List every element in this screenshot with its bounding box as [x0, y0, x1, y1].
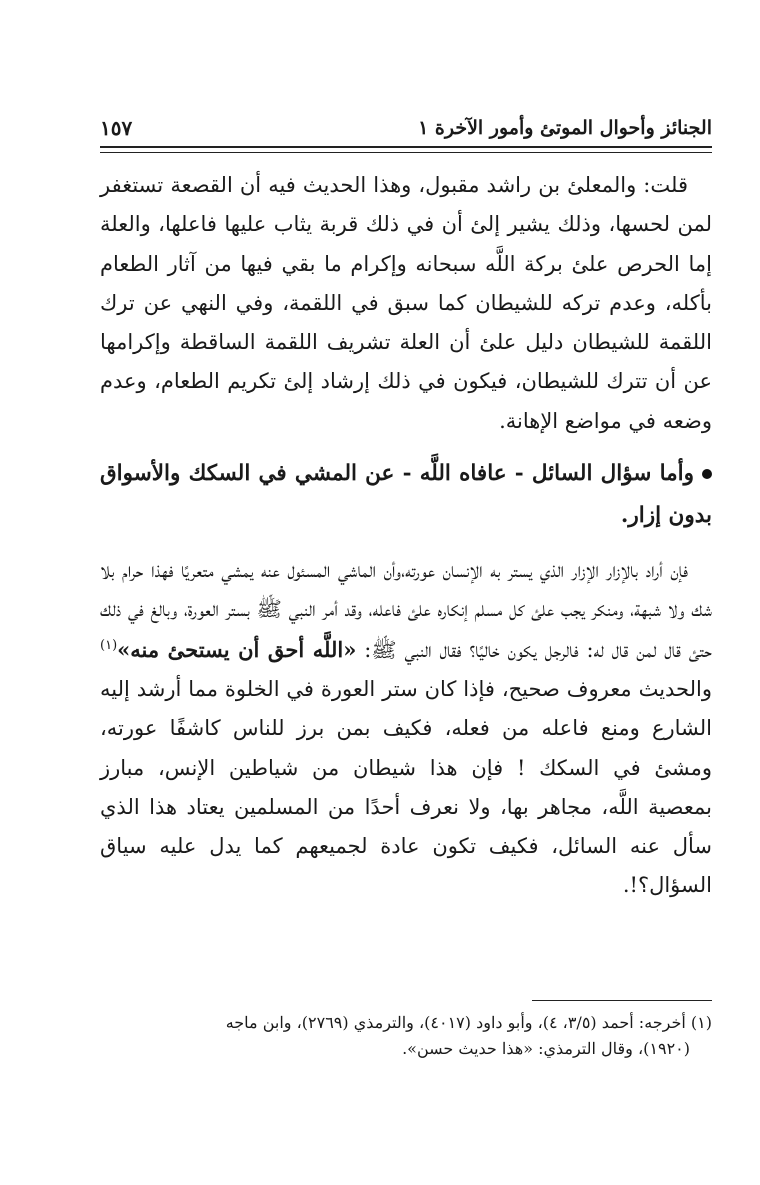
header-rule-thin	[100, 152, 712, 153]
running-header	[100, 110, 712, 146]
page-number: ١٥٧	[100, 116, 133, 140]
answer-paragraph	[100, 551, 712, 906]
footnote-line-1: (١) أخرجه: أحمد (٣/٥، ٤)، وأبو داود (٤٠١٧)، والترمذي (٢٧٦٩)، وابن ماجه	[225, 1013, 712, 1032]
footnote	[100, 1010, 712, 1062]
intro-paragraph: قلت: والمعلئ بن راشد مقبول، وهذا الحديث فيه أن القصعة تستغفر لمن لحسها، وذلك يشير إلئ أن في ذلك قربة يثاب عليها فاعلها، والعلة إما الحرص علئ بركة اللَّه سبحانه وإكرام ما بقي فيها من آثار الطعام بأكله، وعدم تركه للشيطان كما سبق في اللقمة، وفي النهي عن ترك اللقمة للشيطان دليل علئ أن العلة تشريف اللقمة الساقطة وإكرامها عن أن تترك للشيطان، فيكون في ذلك إرشاد إلئ تكريم الطعام، وعدم وضعه في مواضع الإهانة.	[100, 173, 712, 433]
footnote-line-2: (١٩٢٠)، وقال الترمذي: «هذا حديث حسن».	[402, 1039, 690, 1058]
main-text	[100, 166, 712, 906]
bullet-icon	[702, 469, 712, 479]
question-text: وأما سؤال السائل - عافاه اللَّه - عن المشي في السكك والأسواق بدون إزار.	[100, 461, 712, 529]
footnote-marker: (١)	[100, 637, 118, 653]
hadith-quote: «اللَّه أحق أن يستحئ منه»	[117, 636, 357, 662]
running-header-title: الجنائز وأحوال الموتئ وأمور الآخرة ١	[418, 117, 712, 139]
footnote-rule	[532, 1000, 712, 1001]
answer-part-1: فإن أراد بالإزار الإزار الذي يستر به الإنسان عورته،وأن الماشي المسئول عنه يمشي متعريًا فهذا حرام بلا شك ولا شبهة، ومنكر يجب علئ كل مسلم إنكاره علئ فاعله، وقد أمر النبي ﷺ بستر العورة، وبالغ في ذلك حتئ قال لمن قال له: فالرجل يكون خاليًا؟ فقال النبي ﷺ:	[100, 558, 713, 662]
question-heading	[100, 453, 712, 537]
book-page	[100, 0, 712, 1185]
answer-part-2: والحديث معروف صحيح، فإذا كان ستر العورة في الخلوة مما أرشد إليه الشارع ومنع فاعله من فعله، فكيف بمن برز للناس كاشفًا عورته، ومشئ في السكك ! فإن هذا شيطان من شياطين الإنس، مبارز بمعصية اللَّه، مجاهر بها، ولا نعرف أحدًا من المسلمين يعتاد هذا الذي سأل عنه السائل، فكيف تكون عادة لجميعهم كما يدل عليه سياق السؤال؟!.	[100, 676, 712, 898]
header-rule-thick	[100, 146, 712, 148]
